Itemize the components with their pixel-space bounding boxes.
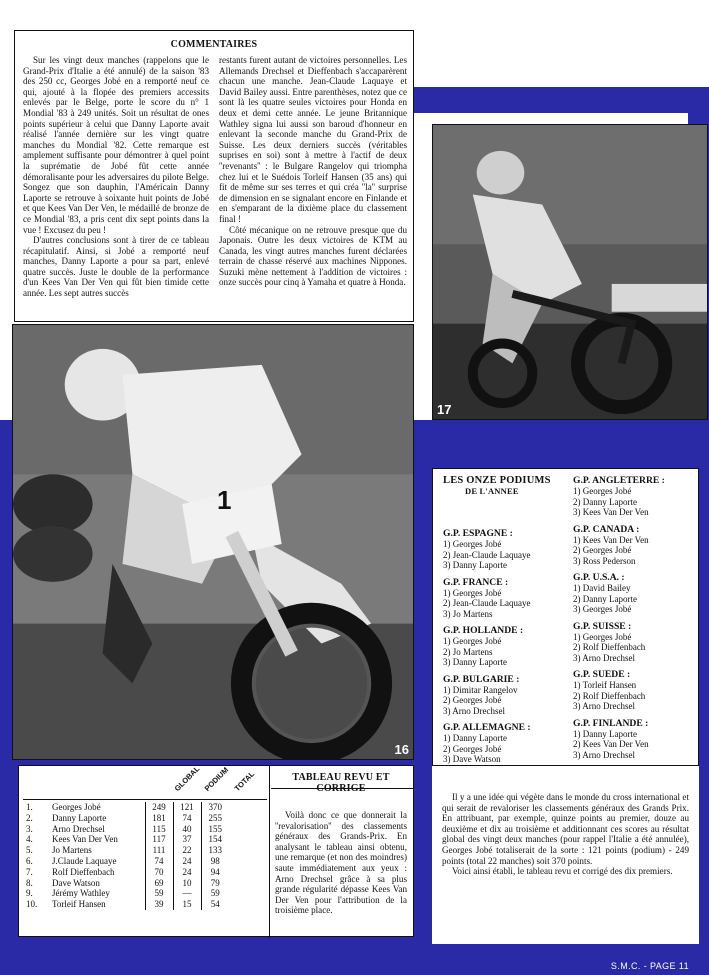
cell-rank: 4. xyxy=(26,834,33,845)
table-row xyxy=(23,824,229,835)
podium-gp-title: G.P. U.S.A. : xyxy=(573,572,625,583)
blue-band-right xyxy=(410,87,709,113)
podium-place: 2) Danny Laporte xyxy=(573,496,637,507)
cell-total: 154 xyxy=(201,834,229,845)
cell-global: 69 xyxy=(145,878,173,889)
podium-place: 1) Georges Jobé xyxy=(443,539,502,549)
cell-total: 98 xyxy=(201,856,229,867)
podium-place: 3) Dave Watson xyxy=(443,754,501,764)
photo-rider-top-right xyxy=(432,124,708,420)
podium-place: 1) Georges Jobé xyxy=(573,486,632,496)
podiums-col-right xyxy=(573,469,697,760)
tableau-text: Voilà donc ce que donnerait la ''revalorisation'' des classements généraux des Grands-Prix. En analysant le tableau ainsi obtenu, une remarque (et non des moindres) saute immédiatement aux yeux : Arno Drechsel grâce à sa plus grande régularité dépasse Kees Van Der Ven pour l'attribution de la troisième place. xyxy=(275,810,407,916)
podium-place: 1) Kees Van Der Ven xyxy=(573,534,649,545)
podium-place: 3) Danny Laporte xyxy=(443,657,507,667)
cell-total: 54 xyxy=(201,899,229,910)
podium-place: 1) Dimitar Rangelov xyxy=(443,684,518,695)
cell-podium: — xyxy=(173,888,201,899)
podium-place: 3) Kees Van Der Ven xyxy=(573,507,649,517)
cell-rank: 8. xyxy=(26,877,33,888)
cell-name: Kees Van Der Ven xyxy=(52,834,118,845)
commentaires-col2-p1: restants furent autant de victoires personnelles. Les Allemands Drechsel et Dieffenbach s'accaparèrent chacun une manche. Jean-Claude Laquaye et David Bailey aussi. Entre parenthèses, notez que ce sont là les quatre seules victoires pour Honda en deux et demi cette année. Le jeune Britannique Wathley signa lui aussi son baroud d'honneur en enlevant la seconde manche du Grand-Prix de Suisse. Les deux derniers succès (véritables suprises en soi) sont à mettre à l'actif de deux ''revenants'' : le Bulgare Rangelov qui triompha chez lui et le Suédois Torleif Hansen (35 ans) qui fit de même sur ses terres et qui créa ''la'' surprise de dimension en se signalant encore en Finlande et en s'emparant de la dixième place du classement final ! xyxy=(219,55,407,224)
cell-rank: 5. xyxy=(26,845,33,856)
podium-place: 2) Rolf Dieffenbach xyxy=(573,690,646,701)
cell-total: 155 xyxy=(201,824,229,835)
tableau-title: TABLEAU REVU ET CORRIGE xyxy=(292,772,390,794)
cell-name: Jérémy Wathley xyxy=(52,888,110,899)
cell-podium: 15 xyxy=(173,899,201,910)
cell-name: Torleif Hansen xyxy=(52,899,106,910)
cell-podium: 24 xyxy=(173,856,201,867)
bottom-right-p2: Voici ainsi établi, le tableau revu et corrigé des dix premiers. xyxy=(452,866,673,877)
table-row xyxy=(23,878,229,889)
cell-global: 117 xyxy=(145,834,173,845)
cell-global: 59 xyxy=(145,888,173,899)
podium-place: 3) Ross Pederson xyxy=(573,555,636,566)
podium-place: 3) Danny Laporte xyxy=(443,560,507,570)
podium-gp-title: G.P. ALLEMAGNE : xyxy=(443,722,531,733)
cell-rank: 1. xyxy=(26,802,33,812)
podium-place: 2) Rolf Dieffenbach xyxy=(573,642,646,652)
podium-gp-title: G.P. SUISSE : xyxy=(573,620,632,632)
podium-place: 1) Georges Jobé xyxy=(573,631,632,642)
podium-place: 2) Jean-Claude Laquaye xyxy=(443,549,531,560)
cell-rank: 6. xyxy=(26,855,33,866)
bottom-right-text-box xyxy=(432,766,699,944)
podium-place: 3) Arno Drechsel xyxy=(573,749,635,760)
podium-place: 2) Georges Jobé xyxy=(443,743,502,754)
tableau-box xyxy=(18,765,414,937)
photo-rider-main-image xyxy=(13,325,413,759)
blue-bar-left xyxy=(0,420,12,975)
cell-total: 79 xyxy=(201,878,229,889)
cell-name: Arno Drechsel xyxy=(52,823,105,834)
podium-place: 3) Georges Jobé xyxy=(573,604,632,614)
commentaires-col-2 xyxy=(219,55,407,288)
podium-place: 2) Georges Jobé xyxy=(573,545,632,555)
cell-global: 249 xyxy=(145,802,173,813)
table-row xyxy=(23,888,229,899)
podium-place: 3) Jo Martens xyxy=(443,608,493,619)
table-row xyxy=(23,834,229,845)
podiums-col-left xyxy=(443,475,563,765)
cell-total: 255 xyxy=(201,813,229,824)
podiums-subtitle: DE L'ANNEE xyxy=(465,486,519,496)
commentaires-col1-p2: D'autres conclusions sont à tirer de ce tableau récapitulatif. Ainsi, si Jobé a remporté neuf manches, Danny Laporte a pour sa part, enlevé quatre succès. Juste le double de la performance d'un Kees Van Der Ven qui fût bien timide cette année. Les sept autres succès xyxy=(23,235,209,299)
table-row xyxy=(23,899,229,910)
cell-total: 94 xyxy=(201,867,229,878)
podium-gp-title: G.P. BULGARIE : xyxy=(443,673,520,685)
table-row xyxy=(23,856,229,867)
tableau-rule xyxy=(23,799,267,800)
cell-podium: 74 xyxy=(173,813,201,824)
podiums-box xyxy=(432,468,699,766)
table-row xyxy=(23,802,229,813)
podium-place: 2) Danny Laporte xyxy=(573,593,637,604)
tableau-header-labels xyxy=(171,764,261,798)
cell-global: 74 xyxy=(145,856,173,867)
commentaires-col1-p1: Sur les vingt deux manches (rappelons que le Grand-Prix d'Italie a été annulé) de la saison '83 des 250 cc, Georges Jobé en a remporté neuf ce qui, ajouté à la flopée des premiers accessits enlevés par le Belge, porte le score du n° 1 Mondial '83 à 249 unités. Soit un résultat de ones points supérieur à celui que Danny Laporte avait réalisé l'année dernière sur les vingt quatre manches du Mondial '82. Cette remarque est amplement suffisante pour démontrer à quel point la suprématie de Jobé fût cette année démoralisante pour les adversaires du pilote Belge. Songez que son dauphin, l'Américain Danny Laporte se retrouve à soixante huit points de Jobé et que Kees Van Der Ven, le médaillé de bronze de ce Mondial '83, a pris cent dix sept points dans la vue ! Excusez du peu ! xyxy=(23,55,209,235)
bottom-right-p1: Il y a une idée qui végète dans le monde du cross international et qui serait de revaloriser les classements généraux des Grands Prix. En attribuant, par exemple, quinze points au premier, douze au deuxième et dix au troisième et additionnant ces scores au résultat global des vingt deux manches (pour rappel l'Italie a été annulée), Georges Jobé totaliserait de la sorte : 121 points (podium) - 249 points (total 22 manches) soit 370 points. xyxy=(442,792,689,866)
cell-rank: 2. xyxy=(26,812,33,823)
cell-global: 39 xyxy=(145,899,173,910)
podium-gp-title: G.P. CANADA : xyxy=(573,523,640,535)
cell-name: Jo Martens xyxy=(52,845,92,856)
photo-number-main: 16 xyxy=(394,742,409,757)
cell-podium: 40 xyxy=(173,824,201,835)
photo-rider-jobe-main xyxy=(12,324,414,760)
table-row xyxy=(23,845,229,856)
podiums-left-list xyxy=(443,528,563,765)
cell-global: 181 xyxy=(145,813,173,824)
cell-rank: 3. xyxy=(26,823,33,834)
podium-place: 1) Georges Jobé xyxy=(443,587,502,598)
podiums-title: LES ONZE PODIUMS xyxy=(443,475,551,486)
cell-podium: 37 xyxy=(173,834,201,845)
commentaires-col-1 xyxy=(23,55,209,299)
podium-place: 1) Georges Jobé xyxy=(443,636,502,646)
cell-name: Georges Jobé xyxy=(52,802,101,812)
podium-place: 1) Danny Laporte xyxy=(573,728,637,739)
photo-number-top-right: 17 xyxy=(437,402,452,417)
cell-name: Rolf Dieffenbach xyxy=(52,866,115,877)
tableau-divider xyxy=(269,766,270,938)
cell-name: Danny Laporte xyxy=(52,812,107,823)
cell-rank: 10. xyxy=(26,899,38,910)
podium-gp-title: G.P. HOLLANDE : xyxy=(443,625,524,636)
podium-gp-title: G.P. SUEDE : xyxy=(573,669,631,680)
bike-number-plate: 1 xyxy=(217,485,232,515)
podium-gp-title: G.P. ANGLETERRE : xyxy=(573,475,665,486)
cell-podium: 24 xyxy=(173,867,201,878)
col-header-global: GLOBAL xyxy=(172,764,202,793)
cell-podium: 121 xyxy=(173,802,201,813)
photo-rider-top-right-image xyxy=(433,125,707,419)
cell-total: 370 xyxy=(201,802,229,813)
podium-gp-title: G.P. FRANCE : xyxy=(443,576,509,588)
cell-podium: 10 xyxy=(173,878,201,889)
podium-place: 1) Torleif Hansen xyxy=(573,680,637,690)
cell-total: 133 xyxy=(201,845,229,856)
podium-place: 3) Arno Drechsel xyxy=(573,701,635,711)
podium-place: 2) Georges Jobé xyxy=(443,695,502,705)
page-footer: S.M.C. - PAGE 11 xyxy=(610,961,689,971)
podium-place: 2) Jo Martens xyxy=(443,646,493,657)
podium-place: 1) David Bailey xyxy=(573,583,631,593)
tableau-table xyxy=(23,802,229,910)
cell-name: J.Claude Laquaye xyxy=(52,855,117,866)
podium-place: 1) Danny Laporte xyxy=(443,733,507,743)
podium-gp-title: G.P. FINLANDE : xyxy=(573,717,649,729)
tableau-title-rule xyxy=(271,788,413,789)
commentaires-col2-p2: Côté mécanique on ne retrouve presque que du Japonais. Outre les deux victoires de KTM au Canada, les vingt autres manches furent déclarées terrain de chasse réservé aux machines Nippones. Suzuki mène nettement à l'addition de victoires : onze succès pour cinq à Yamaha et quatre à Honda. xyxy=(219,224,407,288)
commentaires-title: COMMENTAIRES xyxy=(170,39,258,50)
podiums-right-list xyxy=(573,475,697,760)
cell-global: 70 xyxy=(145,867,173,878)
cell-global: 115 xyxy=(145,824,173,835)
podium-place: 3) Arno Drechsel xyxy=(573,652,635,663)
cell-podium: 22 xyxy=(173,845,201,856)
table-row xyxy=(23,813,229,824)
cell-total: 59 xyxy=(201,888,229,899)
cell-rank: 7. xyxy=(26,866,33,877)
podium-place: 3) Arno Drechsel xyxy=(443,705,505,716)
podium-place: 2) Jean-Claude Laquaye xyxy=(443,598,531,608)
podium-place: 2) Kees Van Der Ven xyxy=(573,739,649,749)
col-header-total: TOTAL xyxy=(232,769,257,793)
podium-gp-title: G.P. ESPAGNE : xyxy=(443,528,513,539)
col-header-podium: PODIUM xyxy=(202,765,231,793)
table-row xyxy=(23,867,229,878)
cell-rank: 9. xyxy=(26,888,33,899)
cell-global: 111 xyxy=(145,845,173,856)
cell-name: Dave Watson xyxy=(52,877,100,888)
commentaires-box xyxy=(14,30,414,322)
